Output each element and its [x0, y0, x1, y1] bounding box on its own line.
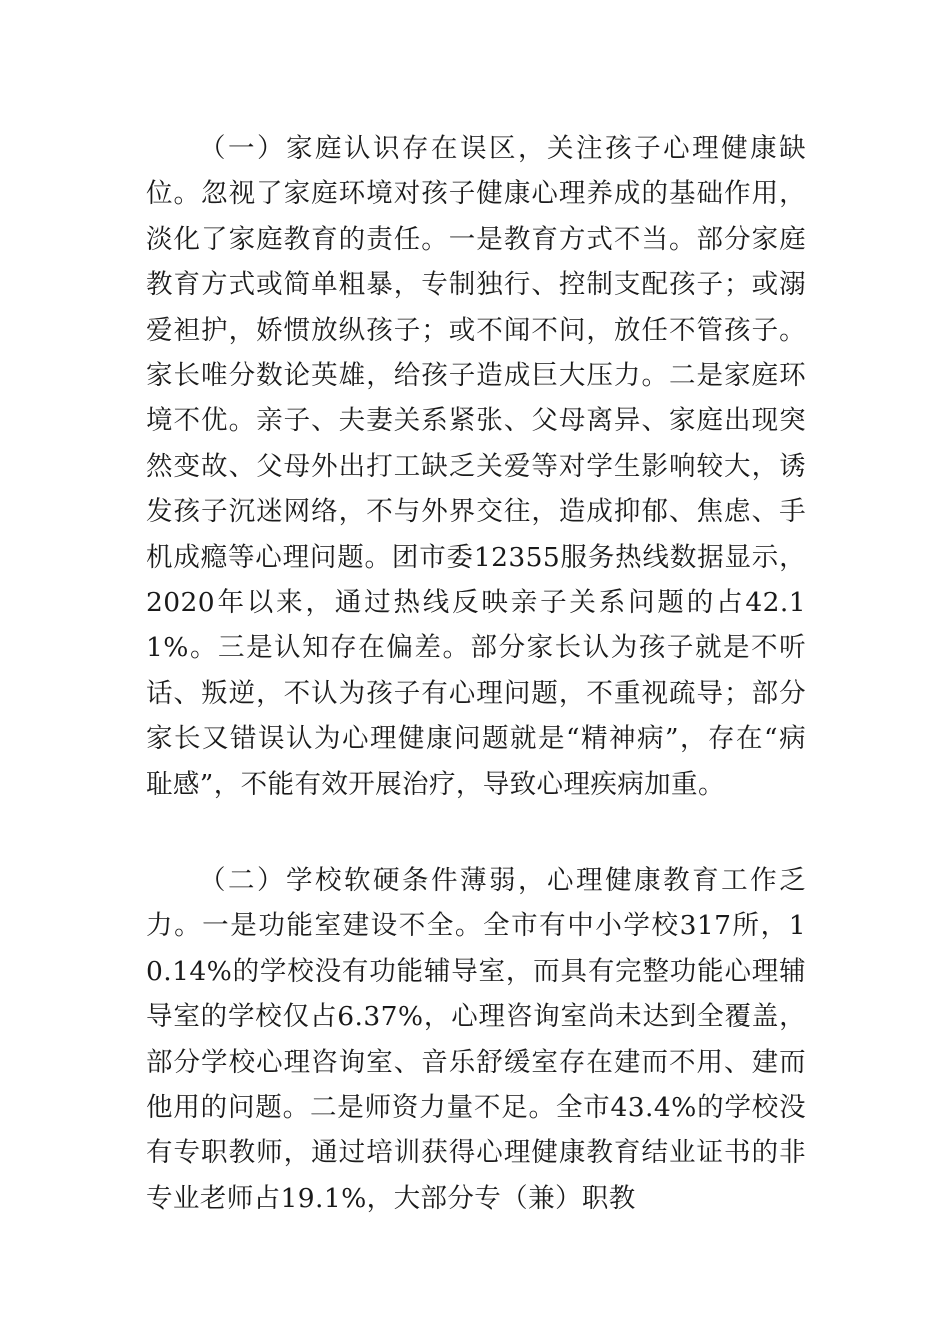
paragraph-family-cognition: （一）家庭认识存在误区，关注孩子心理健康缺位。忽视了家庭环境对孩子健康心理养成的基础作用，淡化了家庭教育的责任。一是教育方式不当。部分家庭教育方式或简单粗暴，专制独行、控制支配孩子；或溺爱袒护，娇惯放纵孩子；或不闻不问，放任不管孩子。家长唯分数论英雄，给孩子造成巨大压力。二是家庭环境不优。亲子、夫妻关系紧张、父母离异、家庭出现突然变故、父母外出打工缺乏关爱等对学生影响较大，诱发孩子沉迷网络，不与外界交往，造成抑郁、焦虑、手机成瘾等心理问题。团市委12355服务热线数据显示，2020年以来，通过热线反映亲子关系问题的占42.11%。三是认知存在偏差。部分家长认为孩子就是不听话、叛逆，不认为孩子有心理问题，不重视疏导；部分家长又错误认为心理健康问题就是“精神病”，存在“病耻感”，不能有效开展治疗，导致心理疾病加重。: [146, 133, 806, 800]
paragraph-school-conditions: （二）学校软硬条件薄弱，心理健康教育工作乏力。一是功能室建设不全。全市有中小学校317所，10.14%的学校没有功能辅导室，而具有完整功能心理辅导室的学校仅占6.37%，心理咨询室尚未达到全覆盖，部分学校心理咨询室、音乐舒缓室存在建而不用、建而他用的问题。二是师资力量不足。全市43.4%的学校没有专职教师，通过培训获得心理健康教育结业证书的非专业老师占19.1%，大部分专（兼）职教: [146, 865, 806, 1214]
